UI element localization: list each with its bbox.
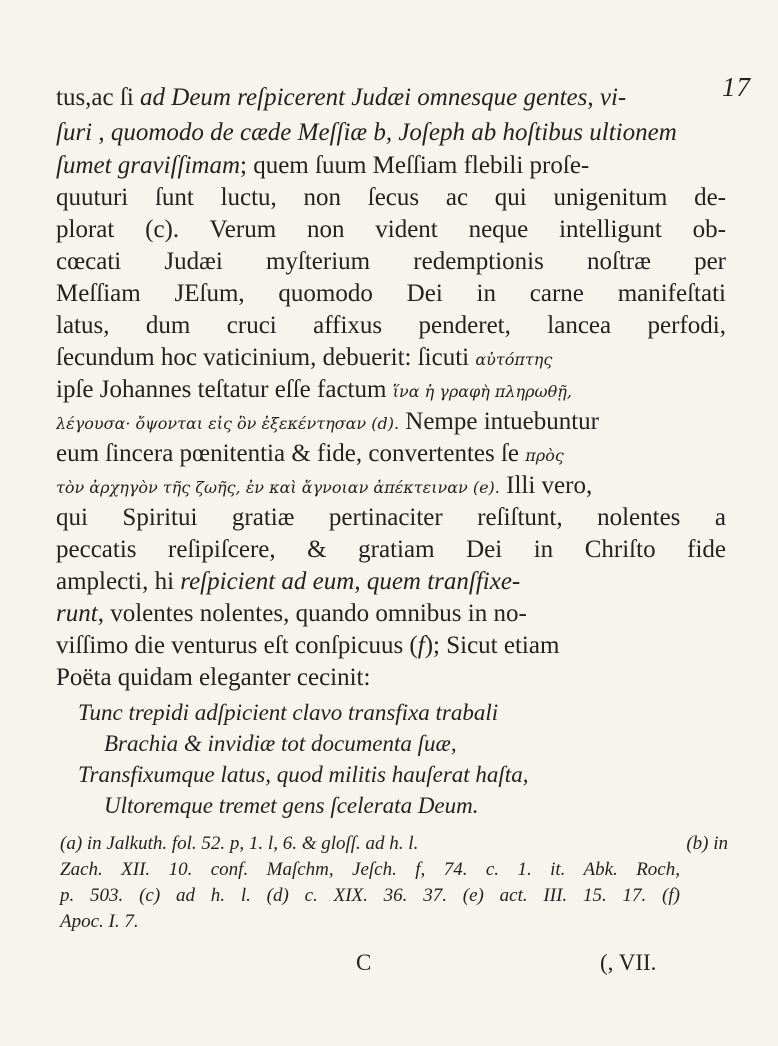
body-line <box>56 566 726 598</box>
body-line: latus, dum cruci affixus penderet, lancea perfodi, <box>56 312 726 339</box>
text-run: amplecti, hi <box>56 568 181 595</box>
text-run: , <box>354 568 367 595</box>
footnote-line: Zach. XII. 10. conf. Maſchm, Jeſch. f, 74. c. 1. it. Abk. Roch, <box>60 859 680 880</box>
text-run: ); Sicut etiam <box>424 632 560 659</box>
footnote-line <box>60 831 728 857</box>
text-run: Illi vero, <box>499 472 593 499</box>
text-run: , <box>92 119 111 146</box>
body-line: cœcati Judæi myſterium redemptionis noſtræ per <box>56 248 726 275</box>
text-run-italic: vi- <box>599 84 627 111</box>
text-run: viſſimo die venturus eſt conſpicuus ( <box>56 632 418 659</box>
text-run-italic: ſuri <box>56 119 93 146</box>
verse-line: Ultoremque tremet gens ſcelerata Deum. <box>104 793 479 818</box>
body-line <box>56 342 726 376</box>
body-line: quuturi ſunt luctu, non ſecus ac qui unigenitum de- <box>56 184 726 211</box>
greek-text: ἵνα ἡ γραφὴ πληρωθῇ, <box>392 382 572 401</box>
body-line <box>56 150 726 182</box>
body-line: qui Spiritui gratiæ pertinaciter reſiſtunt, nolentes a <box>56 504 726 531</box>
body-line <box>56 117 726 149</box>
text-run-italic: ad Deum reſpicerent Judæi omnesque gentes <box>140 84 588 111</box>
text-run: eum ſincera pœnitentia & fide, convertentes ſe <box>56 440 526 467</box>
page-number: 17 <box>722 72 751 102</box>
text-run: ipſe Johannes teſtatur eſſe factum <box>56 376 393 403</box>
footnote-line: Apoc. I. 7. <box>60 911 139 932</box>
text-run-italic: quomodo de cæde Meſſiæ b, Joſeph ab hoſtibus ultionem <box>110 119 677 146</box>
greek-text: πρὸς <box>525 446 564 465</box>
text-run-italic: f <box>417 632 425 659</box>
greek-text: αὐτόπτης <box>475 350 553 369</box>
body-line <box>56 630 726 662</box>
body-line: Meſſiam JEſum, quomodo Dei in carne manifeſtati <box>56 280 726 307</box>
text-run-italic: quem tranſfixe- <box>366 568 521 595</box>
text-run: , volentes nolentes, quando omnibus in no- <box>97 600 527 627</box>
body-line: Poëta quidam eleganter cecinit: <box>56 664 371 691</box>
text-run: tus,ac ſi <box>56 84 141 111</box>
body-line <box>56 406 726 440</box>
footnote-text: (b) in <box>686 833 728 854</box>
greek-text: τὸν ἀρχηγὸν τῆς ζωῆς, ἐν καὶ ἄγνοιαν ἀπέκτειναν (e). <box>56 478 500 497</box>
verse-line: Transfixumque latus, quod militis hauſerat haſta, <box>78 762 529 787</box>
text-run-italic: reſpicient ad eum <box>180 568 355 595</box>
body-line: plorat (c). Verum non vident neque intelligunt ob- <box>56 216 726 243</box>
footnote-text: (a) in Jalkuth. fol. 52. p, 1. l, 6. & gloſſ. ad h. l. <box>60 833 419 854</box>
greek-text: λέγουσα· ὄψονται εἰς ὃν ἐξεκέντησαν (d). <box>56 414 400 433</box>
verse-line: Brachia & invidiæ tot documenta ſuæ, <box>104 731 457 756</box>
body-line <box>56 374 726 408</box>
text-run: Nempe intuebuntur <box>399 408 599 435</box>
verse-line: Tunc trepidi adſpicient clavo transfixa trabali <box>78 700 499 725</box>
text-run-italic: runt <box>56 600 98 627</box>
text-run: , <box>587 84 600 111</box>
text-run: ; quem ſuum Meſſiam flebili proſe- <box>240 152 590 179</box>
text-run-italic: ſumet graviſſimam <box>56 152 241 179</box>
text-run: ſecundum hoc vaticinium, debuerit: ſicuti <box>56 344 476 371</box>
signature-mark: C <box>356 950 372 975</box>
body-line: peccatis reſipiſcere, & gratiam Dei in Chriſto fide <box>56 536 726 563</box>
footnote-line: p. 503. (c) ad h. l. (d) c. XIX. 36. 37. (e) act. III. 15. 17. (f) <box>60 885 680 906</box>
body-line <box>56 470 726 504</box>
catchword: (, VII. <box>600 950 657 975</box>
body-line <box>56 82 726 114</box>
body-line <box>56 438 726 472</box>
body-line <box>56 598 726 630</box>
